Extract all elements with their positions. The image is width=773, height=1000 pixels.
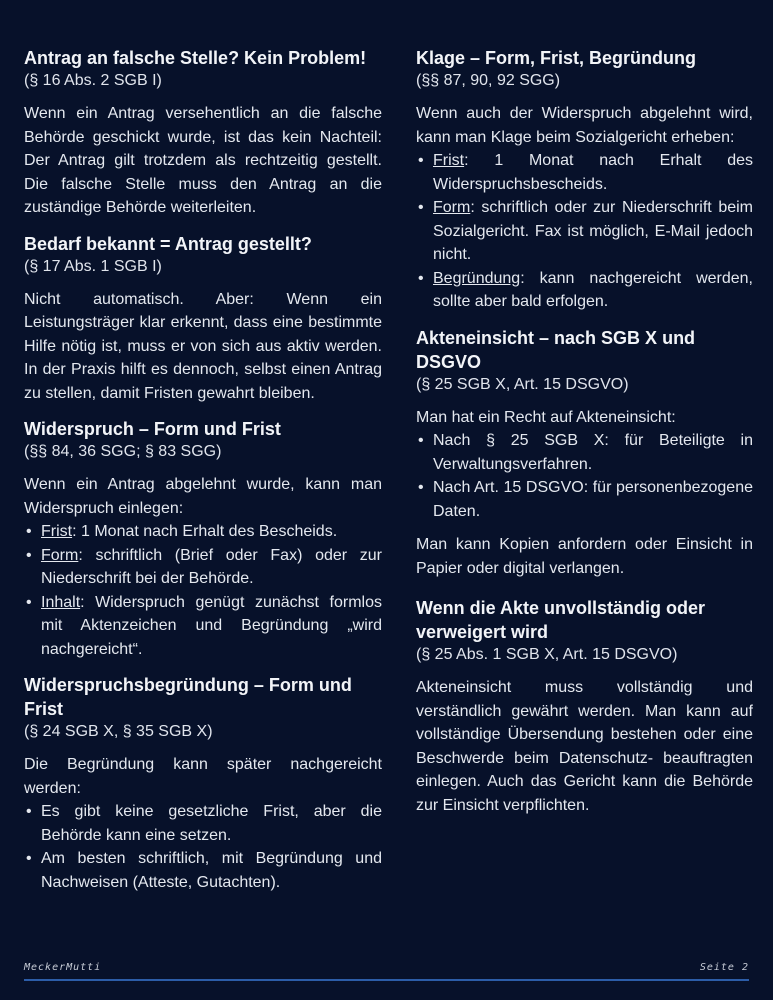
section-text: Wenn ein Antrag versehentlich an die falsche Behörde geschickt wurde, ist das kein Nachteil: Der Antrag gilt trotzdem als rechtzeitig gestellt. Die falsche Stelle muss den Antrag an die zuständige Behörde weiterleiten. [24, 105, 382, 216]
list-term: Form [41, 546, 79, 564]
bullet-list [416, 149, 753, 314]
legal-reference: (§§ 84, 36 SGG; § 83 SGG) [24, 443, 222, 460]
list-text: : kann nachgereicht werden, sollte aber bald erfolgen. [433, 269, 753, 310]
section-text: Die Begründung kann später nachgereicht werden: [24, 756, 382, 797]
page-number: Seite 2 [699, 962, 749, 973]
bullet-list [24, 520, 382, 661]
section-akte-unvollstaendig [416, 596, 753, 817]
section-falsche-stelle [24, 46, 382, 220]
section-title: Antrag an falsche Stelle? Kein Problem! [24, 48, 367, 68]
section-widerspruch [24, 417, 382, 661]
list-item [416, 149, 753, 196]
section-text: Man hat ein Recht auf Akteneinsicht: [416, 408, 676, 426]
legal-reference: (§ 25 SGB X, Art. 15 DSGVO) [416, 375, 629, 393]
legal-reference: (§§ 87, 90, 92 SGG) [416, 72, 561, 89]
footer-divider [24, 979, 749, 981]
list-term: Begründung [433, 269, 521, 287]
section-title: Widerspruchsbegründung – Form und Frist [24, 675, 352, 719]
list-text: : Widerspruch genügt zunächst formlos mit Aktenzeichen und Begründung „wird nachgereicht“. [41, 593, 382, 658]
left-column [24, 46, 382, 906]
bullet-list [24, 800, 382, 894]
list-text: : 1 Monat nach Erhalt des Bescheids. [72, 523, 338, 540]
section-title: Wenn die Akte unvollständig oder verweigert wird [416, 598, 706, 642]
section-akteneinsicht [416, 326, 753, 581]
section-text: Wenn auch der Widerspruch abgelehnt wird, kann man Klage beim Sozialgericht erheben: [416, 105, 753, 146]
list-item [24, 544, 382, 591]
section-bedarf-bekannt [24, 232, 382, 406]
right-column [416, 46, 753, 829]
section-title: Bedarf bekannt = Antrag gestellt? [24, 233, 312, 254]
bullet-list [416, 429, 753, 523]
page-footer [24, 962, 749, 982]
section-text: Man kann Kopien anfordern oder Einsicht in Papier oder digital verlangen. [416, 536, 753, 577]
section-klage [416, 46, 753, 314]
legal-reference: (§ 16 Abs. 2 SGB I) [24, 72, 162, 89]
list-item: • Nach § 25 SGB X: für Beteiligte in Verwaltungsverfahren. [416, 429, 753, 476]
section-title: Widerspruch – Form und Frist [24, 419, 281, 439]
section-widerspruchsbegruendung [24, 673, 382, 894]
list-term: Form [433, 199, 471, 216]
list-item [24, 591, 382, 662]
section-title: Klage – Form, Frist, Begründung [416, 48, 697, 68]
list-term: Frist [41, 523, 73, 540]
legal-reference: (§ 17 Abs. 1 SGB I) [24, 257, 162, 275]
list-item [416, 196, 753, 267]
list-item: • Es gibt keine gesetzliche Frist, aber die Behörde kann eine setzen. [24, 800, 382, 847]
list-text: : schriftlich oder zur Niederschrift beim Sozialgericht. Fax ist möglich, E-Mail jedoch nicht. [433, 199, 753, 263]
list-term: Inhalt [41, 593, 81, 611]
list-term: Frist [433, 152, 465, 169]
list-text: : 1 Monat nach Erhalt des Widerspruchsbescheids. [433, 152, 753, 193]
legal-reference: (§ 24 SGB X, § 35 SGB X) [24, 723, 213, 740]
section-text: Wenn ein Antrag abgelehnt wurde, kann man Widerspruch einlegen: [24, 476, 382, 517]
section-title: Akteneinsicht – nach SGB X und DSGVO [416, 327, 696, 372]
section-text: Nicht automatisch. Aber: Wenn ein Leistungsträger klar erkennt, dass eine bestimmte Hilfe nötig ist, muss er von sich aus aktiv werden. In der Praxis hilft es dennoch, selbst einen Antrag zu stellen, damit Fristen gewahrt bleiben. [24, 290, 382, 402]
list-item: • Nach Art. 15 DSGVO: für personenbezogene Daten. [416, 476, 753, 523]
list-item [24, 520, 382, 544]
section-text: Akteneinsicht muss vollständig und verständlich gewährt werden. Man kann auf vollständige Übersendung bestehen oder eine Beschwerde beim Datenschutz- beauftragten einlegen. Auch das Gericht kann die Behörde zur Einsicht verpflichten. [416, 679, 753, 814]
footer-brand: MeckerMutti [24, 962, 102, 973]
list-item: • Am besten schriftlich, mit Begründung und Nachweisen (Atteste, Gutachten). [24, 847, 382, 894]
list-text: : schriftlich (Brief oder Fax) oder zur Niederschrift bei der Behörde. [41, 546, 382, 587]
legal-reference: (§ 25 Abs. 1 SGB X, Art. 15 DSGVO) [416, 646, 678, 663]
list-item [416, 267, 753, 314]
